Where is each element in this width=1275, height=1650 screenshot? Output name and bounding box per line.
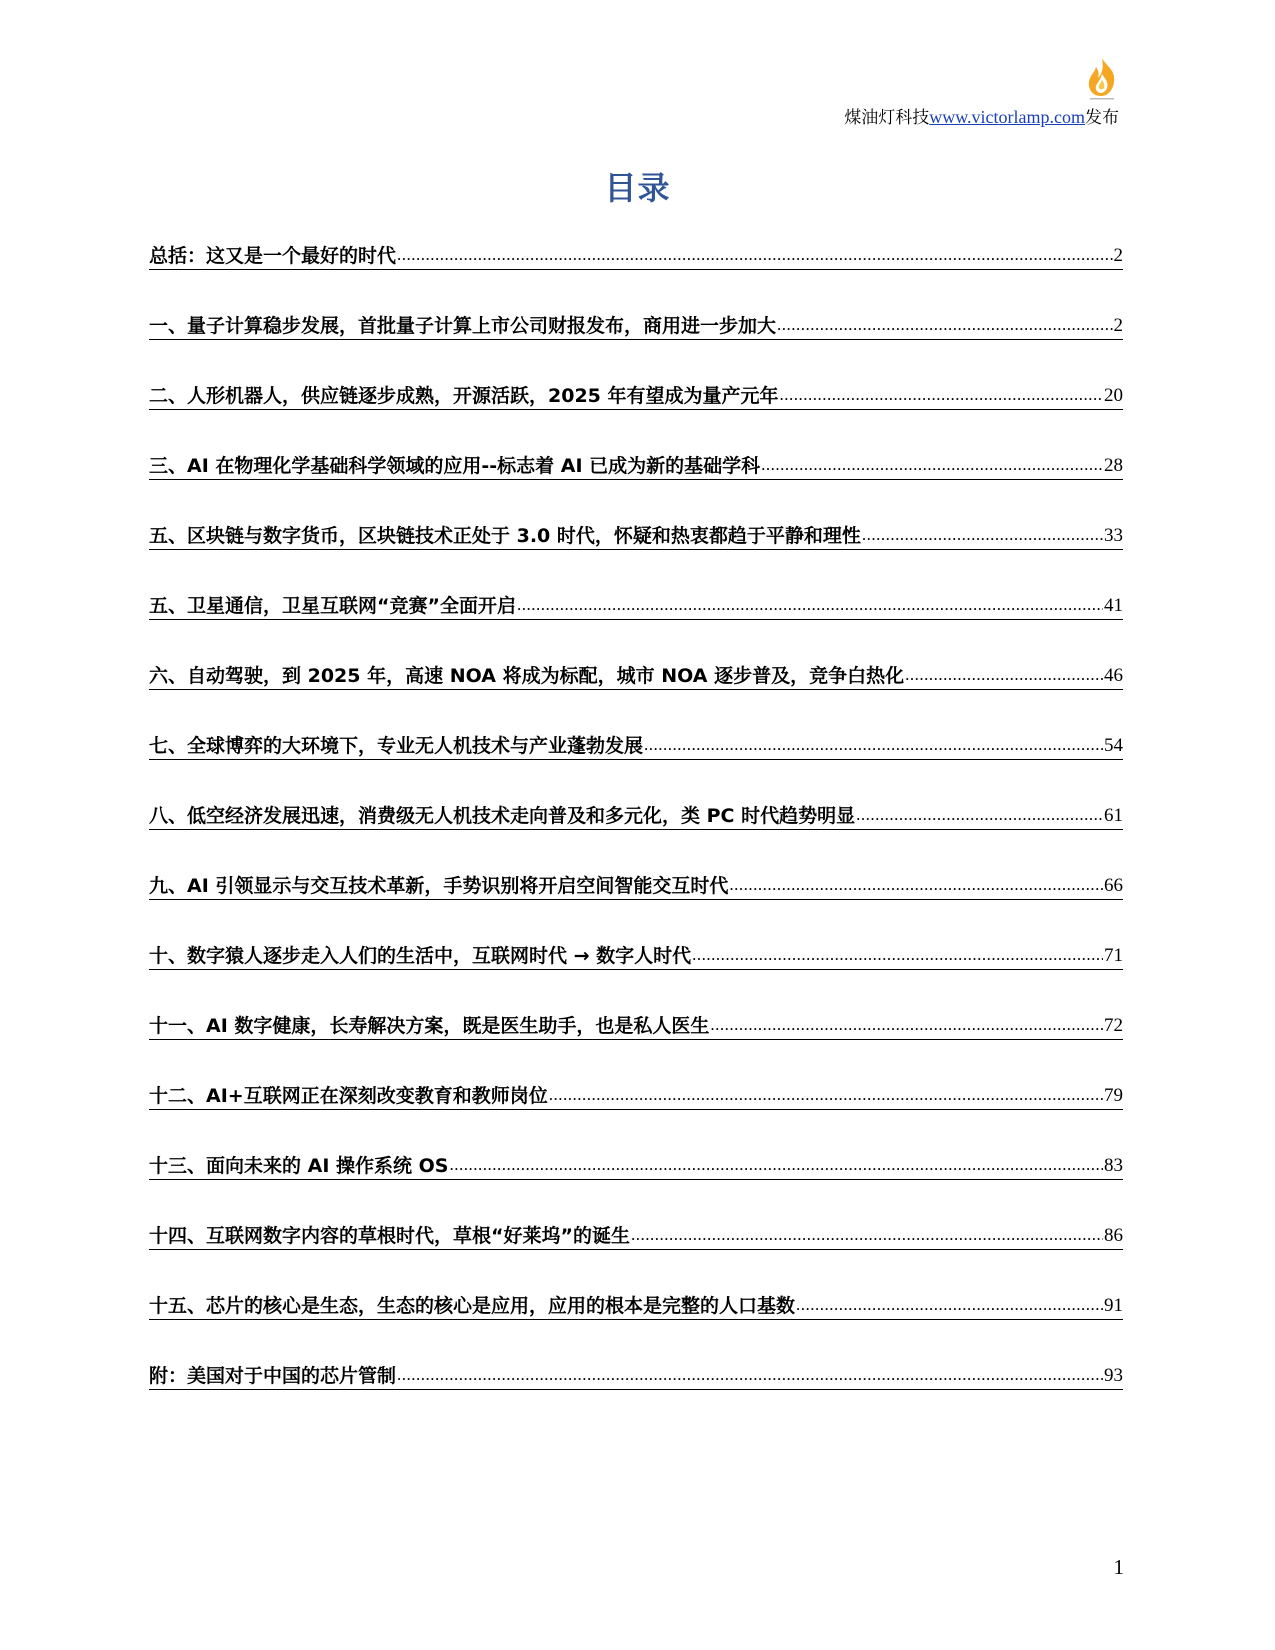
toc-entry[interactable] — [149, 1360, 1123, 1390]
toc-entry-page: 41 — [1104, 595, 1123, 616]
toc-entry-page: 66 — [1104, 875, 1123, 896]
toc-entry[interactable] — [149, 1010, 1123, 1040]
toc-entry-page: 79 — [1104, 1085, 1123, 1106]
toc-entry-page: 33 — [1104, 525, 1123, 546]
toc-entry-page: 46 — [1104, 665, 1123, 686]
toc-entry-label: 十一、AI 数字健康，长寿解决方案，既是医生助手，也是私人医生 — [149, 1015, 710, 1037]
toc-entry-page: 2 — [1113, 245, 1123, 266]
toc-leader-dots — [729, 874, 1103, 896]
toc-leader-dots — [780, 384, 1104, 406]
toc-entry[interactable] — [149, 730, 1123, 760]
header-url-link[interactable]: www.victorlamp.com — [929, 107, 1085, 127]
toc-leader-dots — [862, 524, 1103, 546]
toc-leader-dots — [856, 804, 1103, 826]
header-suffix: 发布 — [1085, 108, 1119, 128]
page-header — [844, 106, 1119, 129]
toc-entry-label: 十四、互联网数字内容的草根时代，草根“好莱坞”的诞生 — [149, 1225, 630, 1247]
toc-leader-dots — [796, 1294, 1103, 1316]
toc-entry[interactable] — [149, 240, 1123, 270]
toc-entry[interactable] — [149, 800, 1123, 830]
toc-entry-label: 六、自动驾驶，到 2025 年，高速 NOA 将成为标配，城市 NOA 逐步普及，竞争白热化 — [149, 665, 905, 687]
toc-entry[interactable] — [149, 660, 1123, 690]
toc-leader-dots — [549, 1084, 1103, 1106]
toc-entry[interactable] — [149, 870, 1123, 900]
toc-leader-dots — [397, 1364, 1103, 1386]
page-title: 目录 — [604, 169, 671, 207]
toc-leader-dots — [692, 944, 1103, 966]
toc-entry-page: 71 — [1104, 945, 1123, 966]
toc-entry-label: 十三、面向未来的 AI 操作系统 OS — [149, 1155, 449, 1177]
toc-entry-label: 十二、AI+互联网正在深刻改变教育和教师岗位 — [149, 1085, 548, 1107]
toc-entry-label: 附：美国对于中国的芯片管制 — [149, 1365, 397, 1387]
toc-leader-dots — [397, 244, 1112, 266]
toc-entry-label: 七、全球博弈的大环境下，专业无人机技术与产业蓬勃发展 — [149, 735, 644, 757]
toc-entry[interactable] — [149, 520, 1123, 550]
toc-entry-label: 总括：这又是一个最好的时代 — [149, 245, 397, 267]
toc-leader-dots — [710, 1014, 1103, 1036]
toc-entry-label: 五、区块链与数字货币，区块链技术正处于 3.0 时代，怀疑和热衷都趋于平静和理性 — [149, 525, 861, 547]
page-number: 1 — [1113, 1555, 1124, 1579]
header-company: 煤油灯科技 — [844, 108, 930, 128]
toc-leader-dots — [644, 734, 1103, 756]
toc-entry-page: 54 — [1104, 735, 1123, 756]
toc-entry[interactable] — [149, 1290, 1123, 1320]
toc-leader-dots — [905, 664, 1103, 686]
toc-entry-label: 九、AI 引领显示与交互技术革新，手势识别将开启空间智能交互时代 — [149, 875, 729, 897]
toc-entry-label: 一、量子计算稳步发展，首批量子计算上市公司财报发布，商用进一步加大 — [149, 315, 777, 337]
toc-entry[interactable] — [149, 450, 1123, 480]
toc-entry[interactable] — [149, 1150, 1123, 1180]
toc-entry-label: 十五、芯片的核心是生态，生态的核心是应用，应用的根本是完整的人口基数 — [149, 1295, 796, 1317]
toc-entry-page: 93 — [1104, 1365, 1123, 1386]
toc-entry-page: 91 — [1104, 1295, 1123, 1316]
toc-entry-label: 八、低空经济发展迅速，消费级无人机技术走向普及和多元化，类 PC 时代趋势明显 — [149, 805, 856, 827]
toc-entry-page: 20 — [1104, 385, 1123, 406]
toc-entry-label: 十、数字猿人逐步走入人们的生活中，互联网时代 → 数字人时代 — [149, 945, 692, 967]
toc-entry-page: 28 — [1104, 455, 1123, 476]
toc-entry-label: 二、人形机器人，供应链逐步成熟，开源活跃，2025 年有望成为量产元年 — [149, 385, 779, 407]
flame-logo-icon — [1082, 56, 1122, 100]
toc-entry[interactable] — [149, 940, 1123, 970]
toc-entry-page: 61 — [1104, 805, 1123, 826]
toc-entry[interactable] — [149, 1220, 1123, 1250]
toc-leader-dots — [631, 1224, 1103, 1246]
toc-entry-page: 2 — [1113, 315, 1123, 336]
toc-leader-dots — [777, 314, 1112, 336]
toc-entry[interactable] — [149, 310, 1123, 340]
toc-entry-page: 86 — [1104, 1225, 1123, 1246]
toc-entry-label: 五、卫星通信，卫星互联网“竞赛”全面开启 — [149, 595, 516, 617]
toc-entry[interactable] — [149, 590, 1123, 620]
toc-entry[interactable] — [149, 1080, 1123, 1110]
toc-entry-page: 83 — [1104, 1155, 1123, 1176]
toc-leader-dots — [449, 1154, 1103, 1176]
toc-leader-dots — [517, 594, 1103, 616]
toc-leader-dots — [761, 454, 1103, 476]
toc-entry-label: 三、AI 在物理化学基础科学领域的应用--标志着 AI 已成为新的基础学科 — [149, 455, 761, 477]
toc-entry-page: 72 — [1104, 1015, 1123, 1036]
toc-entry[interactable] — [149, 380, 1123, 410]
